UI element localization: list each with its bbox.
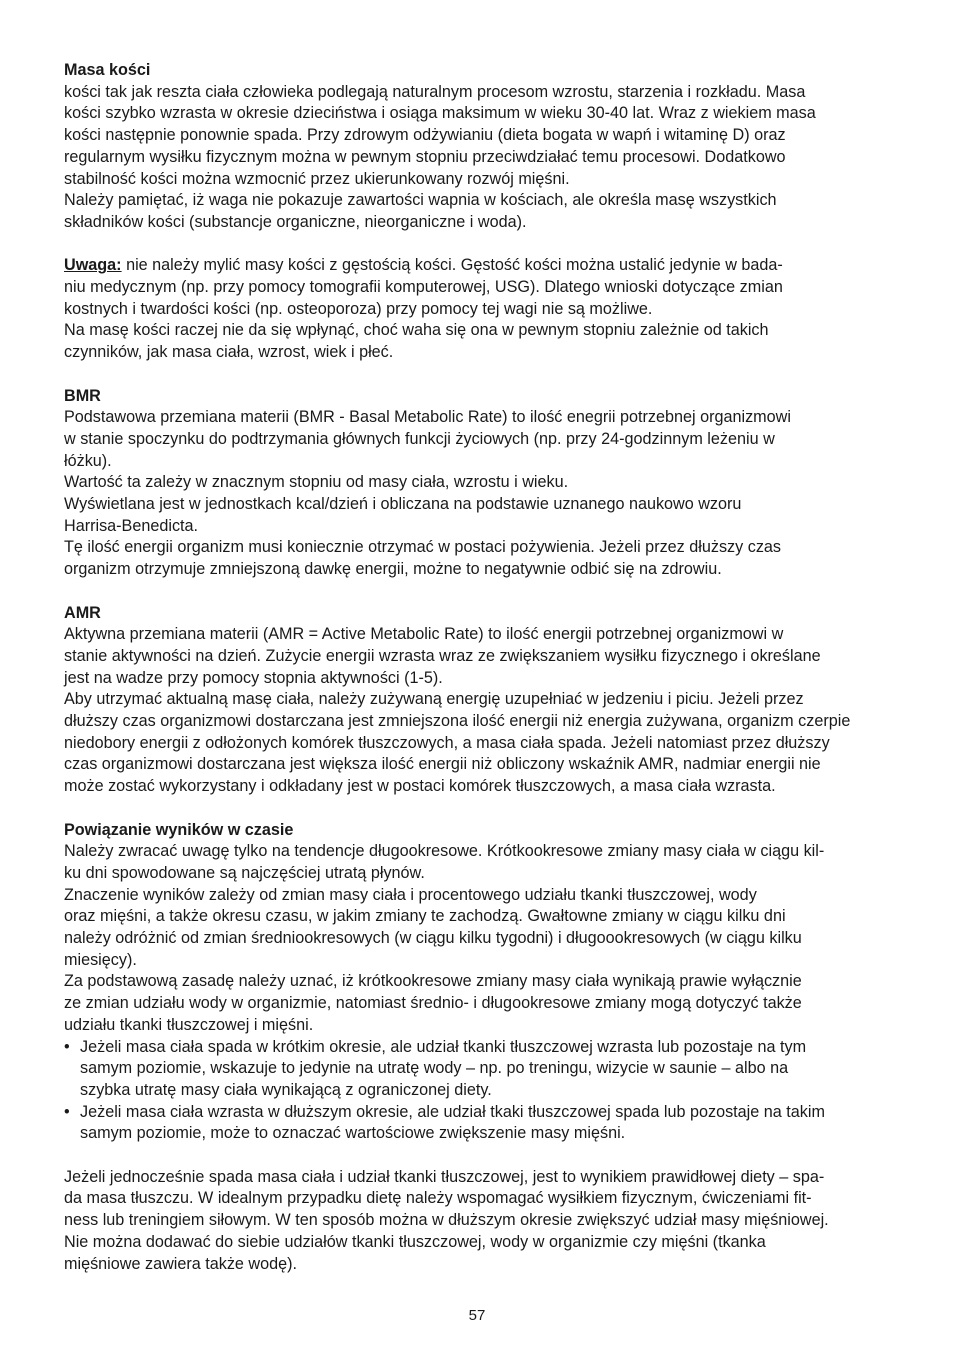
text-line: kostnych i twardości kości (np. osteoporoza) przy pomocy tej wagi nie są możliwe. xyxy=(64,299,653,318)
section-results-over-time xyxy=(64,820,894,1146)
text-line: kości szybko wzrasta w okresie dzieciństwa i osiąga maksimum w wieku 30-40 lat. Wraz z wiekiem masa xyxy=(64,104,816,123)
page-number: 57 xyxy=(468,1307,486,1324)
text-line: Należy pamiętać, iż waga nie pokazuje zawartości wapnia w kościach, ale określa masę wszystkich xyxy=(64,191,777,210)
section-bone-mass xyxy=(64,60,894,234)
heading-bone-mass: Masa kości xyxy=(64,61,151,79)
closing-paragraph xyxy=(64,1167,894,1276)
text-line: da masa tłuszczu. W idealnym przypadku dietę należy wspomagać wysiłkiem fizycznym, ćwiczeniami fit- xyxy=(64,1189,812,1208)
note-paragraph xyxy=(64,255,894,364)
text-line: kości następnie ponownie spada. Przy zdrowym odżywianiu (dieta bogata w wapń i witaminę D) oraz xyxy=(64,126,786,145)
list-item xyxy=(64,1102,894,1145)
section-bone-mass-note xyxy=(64,255,894,364)
text-line: czynników, jak masa ciała, wzrost, wiek i płeć. xyxy=(64,343,394,362)
text-line: należy odróżnić od zmian średniookresowych (w ciągu kilku tygodni) i długoookresowych (w ciągu kilku xyxy=(64,929,802,948)
note-label: Uwaga: xyxy=(64,256,122,275)
list-item xyxy=(64,1037,894,1102)
text-line: Podstawowa przemiana materii (BMR - Basal Metabolic Rate) to ilość enegrii potrzebnej organizmowi xyxy=(64,408,791,427)
bmr-paragraph xyxy=(64,407,894,581)
text-line: jest na wadze przy pomocy stopnia aktywności (1-5). xyxy=(64,668,443,687)
section-bmr xyxy=(64,386,894,581)
text-line: Za podstawową zasadę należy uznać, iż krótkookresowe zmiany masy ciała wynikają prawie wyłącznie xyxy=(64,972,802,991)
text-line: ze zmian udziału wody w organizmie, natomiast średnio- i długookresowe zmiany mogą dotyczyć także xyxy=(64,994,802,1013)
text-line: mięśniowe zawiera także wodę). xyxy=(64,1254,298,1273)
results-paragraph xyxy=(64,841,894,1036)
text-line: niedobory energii z odłożonych komórek tłuszczowych, a masa ciała spada. Jeżeli natomiast przez dłuższy xyxy=(64,733,830,752)
heading-results-over-time: Powiązanie wyników w czasie xyxy=(64,820,294,839)
text-line: miesięcy). xyxy=(64,950,137,969)
text-line: samym poziomie, może to oznaczać wartościowe zwiększenie masy mięśni. xyxy=(80,1124,626,1143)
text-line: kości tak jak reszta ciała człowieka podlegają naturalnym procesom wzrostu, starzenia i rozkładu. Masa xyxy=(64,82,806,101)
text-line: Aktywna przemiana materii (AMR = Active Metabolic Rate) to ilość energii potrzebnej organizmowi w xyxy=(64,625,784,644)
section-amr xyxy=(64,603,894,798)
text-line: samym poziomie, wskazuje to jedynie na utratę wody – np. po treningu, wizycie w saunie – albo na xyxy=(80,1059,789,1078)
text-line: Wartość ta zależy w znacznym stopniu od masy ciała, wzrostu i wieku. xyxy=(64,473,569,492)
text-line: Na masę kości raczej nie da się wpłynąć, choć waha się ona w pewnym stopniu zależnie od takich xyxy=(64,321,769,340)
heading-amr: AMR xyxy=(64,603,101,622)
text-line: regularnym wysiłku fizycznym można w pewnym stopniu przeciwdziałać temu procesowi. Dodatkowo xyxy=(64,147,786,166)
page-content xyxy=(64,60,894,1275)
text-line: Należy zwracać uwagę tylko na tendencje długookresowe. Krótkookresowe zmiany masy ciała w ciągu kil- xyxy=(64,842,825,861)
text-line: stabilność kości można wzmocnić przez ukierunkowany rozwój mięśni. xyxy=(64,169,570,188)
text-line: Tę ilość energii organizm musi koniecznie otrzymać w postaci pożywienia. Jeżeli przez dłuższy czas xyxy=(64,538,782,557)
text-line: Aby utrzymać aktualną masę ciała, należy zużywaną energię uzupełniać w jedzeniu i piciu. Jeżeli przez xyxy=(64,690,804,709)
bone-mass-paragraph xyxy=(64,82,894,234)
text-line: udziału tkanki tłuszczowej i mięśni. xyxy=(64,1015,314,1034)
bullet-icon: • xyxy=(64,1102,70,1121)
amr-paragraph xyxy=(64,624,894,798)
text-line: składników kości (substancje organiczne, nieorganiczne i woda). xyxy=(64,212,527,231)
text-line: niu medycznym (np. przy pomocy tomografii komputerowej, USG). Dlatego wnioski dotyczące zmian xyxy=(64,278,783,297)
text-line: może zostać wykorzystany i odkładany jest w postaci komórek tłuszczowych, a masa ciała wzrasta. xyxy=(64,777,776,796)
heading-bmr: BMR xyxy=(64,386,101,405)
text-line: Wyświetlana jest w jednostkach kcal/dzień i obliczana na podstawie uznanego naukowo wzoru xyxy=(64,495,742,514)
text-line: łóżku). xyxy=(64,451,112,470)
text-line: organizm otrzymuje zmniejszoną dawkę energii, możne to negatywnie odbić się na zdrowiu. xyxy=(64,560,722,579)
text-line: szybka utratę masy ciała wynikającą z ograniczonej diety. xyxy=(80,1080,492,1099)
text-line: Jeżeli masa ciała spada w krótkim okresie, ale udział tkanki tłuszczowej wzrasta lub pozostaje na tym xyxy=(80,1037,807,1056)
text-line: Nie można dodawać do siebie udziałów tkanki tłuszczowej, wody w organizmie czy mięśni (tkanka xyxy=(64,1232,766,1251)
text-line: oraz mięśni, a także okresu czasu, w jakim zmiany te zachodzą. Gwałtowne zmiany w ciągu kilku dni xyxy=(64,907,786,926)
text-line: w stanie spoczynku do podtrzymania głównych funkcji życiowych (np. przy 24-godzinnym leżeniu w xyxy=(64,429,775,448)
text-line: Znaczenie wyników zależy od zmian masy ciała i procentowego udziału tkanki tłuszczowej, wody xyxy=(64,885,757,904)
note-first-line xyxy=(64,255,894,277)
text-line: czas organizmowi dostarczana jest większa ilość energii niż obliczony wskaźnik AMR, nadmiar energii nie xyxy=(64,755,821,774)
text-line: Harrisa-Benedicta. xyxy=(64,516,199,535)
section-closing xyxy=(64,1167,894,1276)
bullet-list xyxy=(64,1037,894,1146)
text-line: ku dni spowodowane są najczęściej utratą płynów. xyxy=(64,863,425,882)
bullet-icon: • xyxy=(64,1037,70,1056)
text-line: ness lub treningiem siłowym. W ten sposób można w dłuższym okresie zwiększyć udział masy mięśniowej. xyxy=(64,1211,829,1230)
text-line: stanie aktywności na dzień. Zużycie energii wzrasta wraz ze zwiększaniem wysiłku fizycznego i określane xyxy=(64,646,821,665)
note-first-line-text: nie należy mylić masy kości z gęstością kości. Gęstość kości można ustalić jedynie w bada- xyxy=(121,256,783,275)
text-line: dłuższy czas organizmowi dostarczana jest zmniejszona ilość energii niż energia zużywana, organizm czerpie xyxy=(64,712,851,731)
text-line: Jeżeli masa ciała wzrasta w dłuższym okresie, ale udział tkaki tłuszczowej spada lub pozostaje na takim xyxy=(80,1102,825,1121)
text-line: Jeżeli jednocześnie spada masa ciała i udział tkanki tłuszczowej, jest to wynikiem prawidłowej diety – spa- xyxy=(64,1167,825,1186)
